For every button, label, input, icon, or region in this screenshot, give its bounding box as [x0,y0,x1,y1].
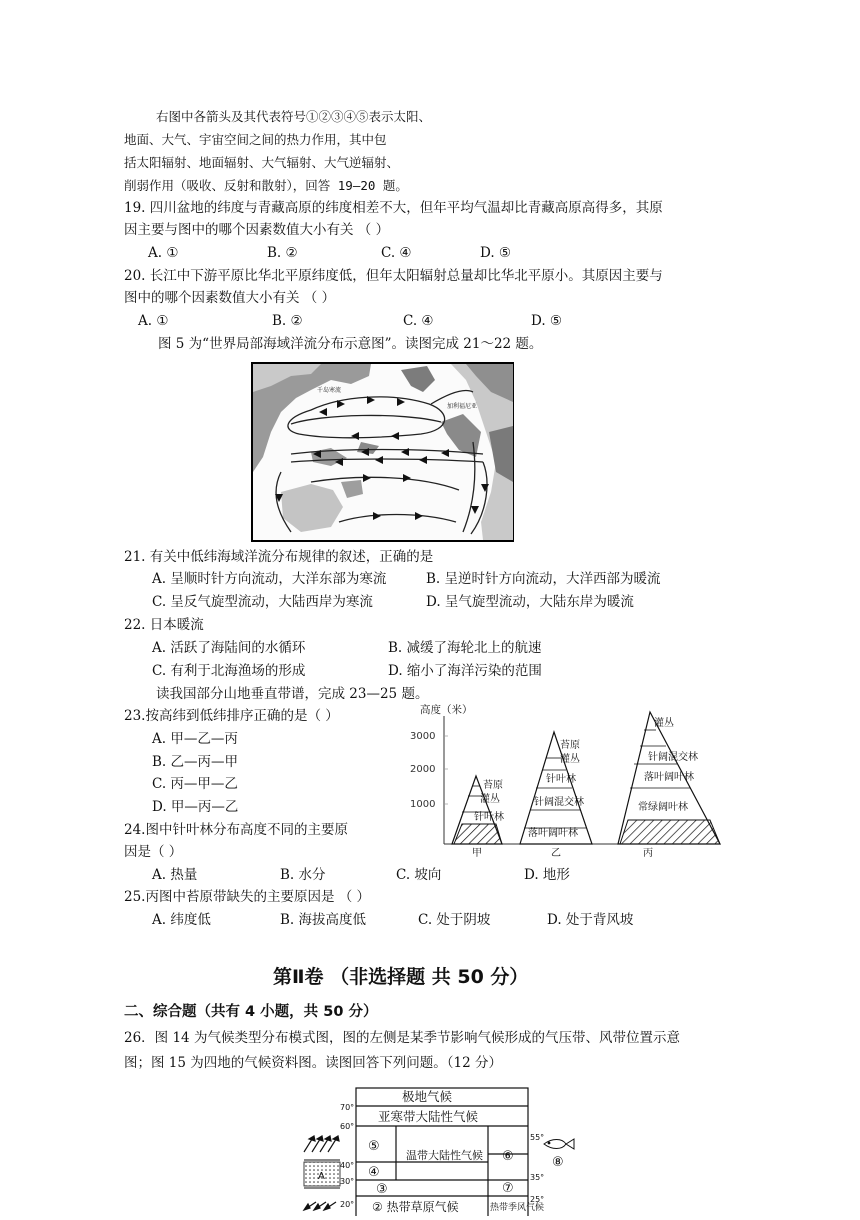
intro-line-3: 括太阳辐射、地面辐射、大气辐射、大气逆辐射、 [124,155,400,170]
y-tick-3000: 3000 [410,731,436,742]
q21-option-b: B. 呈逆时针方向流动，大洋西部为暖流 [426,571,661,587]
bing-zone-deciduous: 落叶阔叶林 [644,772,694,783]
q19-line-2: 因主要与图中的哪个因素数值大小有关 （ ） [124,222,390,238]
q23-option-a: A. 甲—乙—丙 [152,731,238,747]
q26-line-2: 图；图 15 为四地的气候资料图。读图回答下列问题。（12 分） [124,1055,502,1071]
bing-zone-shrub: 灌丛 [654,718,674,729]
mountain-jia [452,776,504,844]
yi-zone-conifer: 针叶林 [546,774,576,785]
climate-type-diagram [300,1084,580,1216]
label-6: ⑥ [502,1149,514,1164]
q24-option-b: B. 水分 [280,867,326,883]
q21-option-d: D. 呈气旋型流动，大陆东岸为暖流 [426,594,634,610]
bing-zone-evergreen: 常绿阔叶林 [638,802,688,813]
y-tick-1000: 1000 [410,799,436,810]
q25-option-b: B. 海拔高度低 [280,912,367,928]
zone-subarctic: 亚寒带大陆性气候 [378,1109,479,1124]
x-label-jia: 甲 [472,848,482,859]
q23-25-intro: 读我国部分山地垂直带谱，完成 23—25 题。 [156,686,429,702]
q25-option-a: A. 纬度低 [152,912,211,928]
y-axis-title: 高度（米） [420,704,473,716]
q24-line-1: 24.图中针叶林分布高度不同的主要原 [124,822,348,838]
q23-option-c: C. 丙—甲—乙 [152,776,238,792]
intro-line-2: 地面、大气、宇宙空间之间的热力作用，其中包 [124,132,387,147]
q22-option-a: A. 活跃了海陆间的水循环 [152,640,306,656]
x-label-yi: 乙 [551,848,561,859]
fish-icon [544,1139,574,1149]
x-label-bing: 丙 [643,848,653,859]
zone-polar: 极地气候 [402,1089,453,1104]
q19-option-d: D. ⑤ [480,245,512,261]
q21-option-c: C. 呈反气旋型流动，大陆西岸为寒流 [152,594,373,610]
yi-zone-mixed: 针阔混交林 [534,797,584,808]
fig5-caption: 图 5 为“世界局部海域洋流分布示意图”。读图完成 21～22 题。 [158,336,543,352]
q24-line-2: 因是（ ） [124,844,183,860]
q19-line-1: 19. 四川盆地的纬度与青藏高原的纬度相差不大，但年平均气温却比青藏高原高得多，其原 [124,200,663,216]
lat-25: 25° [530,1195,545,1204]
q25-stem: 25.丙图中苔原带缺失的主要原因是 （ ） [124,889,371,905]
q22-option-c: C. 有利于北海渔场的形成 [152,663,306,679]
y-tick-2000: 2000 [410,764,436,775]
q20-line-1: 20. 长江中下游平原比华北平原纬度低，但年太阳辐射总量却比华北平原小。其原因主要与 [124,268,663,284]
lat-40: 40° [340,1161,355,1170]
lat-35: 35° [530,1173,545,1182]
q22-stem: 22. 日本暖流 [124,617,204,633]
zone-temperate-continental: 温带大陆性气候 [406,1149,483,1162]
q20-line-2: 图中的哪个因素数值大小有关 （ ） [124,290,336,306]
yi-zone-shrub: 灌丛 [560,754,580,765]
q25-option-c: C. 处于阴坡 [418,912,491,928]
map-label-current-north: 千岛寒流 [317,387,342,394]
mountain-yi [520,732,592,844]
bing-zone-mixed: 针阔混交林 [648,752,698,763]
jia-zone-shrub: 灌丛 [480,794,500,805]
q23-option-d: D. 甲—丙—乙 [152,799,239,815]
q20-option-c: C. ④ [403,313,434,329]
q20-option-b: B. ② [272,313,303,329]
mountain-bing [618,712,720,844]
q20-option-a: A. ① [138,313,169,329]
section-2-subtitle: 二、综合题（共有 4 小题，共 50 分） [124,1004,378,1020]
label-8: ⑧ [552,1155,564,1170]
q19-option-a: A. ① [148,245,179,261]
section-2-title: 第Ⅱ卷 （非选择题 共 50 分） [273,966,529,988]
q19-option-c: C. ④ [381,245,412,261]
ocean-current-map [251,362,514,542]
zone-tropical-monsoon: 热带季风气候 [490,1203,545,1213]
lat-55: 55° [530,1133,545,1142]
intro-line-4: 削弱作用（吸收、反射和散射），回答 19—20 题。 [124,178,408,193]
q22-option-b: B. 减缓了海轮北上的航速 [388,640,542,656]
zone-tropical-grassland: ② 热带草原气候 [372,1200,459,1214]
jia-zone-tundra: 苔原 [483,780,503,791]
yi-zone-deciduous: 落叶阔叶林 [528,828,578,839]
label-a: A [318,1171,325,1182]
label-3: ③ [376,1182,388,1197]
q25-option-d: D. 处于背风坡 [547,912,634,928]
lat-70: 70° [340,1103,355,1112]
lat-30: 30° [340,1177,355,1186]
yi-zone-tundra: 苔原 [560,740,580,751]
lat-60: 60° [340,1122,355,1131]
q22-option-d: D. 缩小了海洋污染的范围 [388,663,542,679]
q21-stem: 21. 有关中低纬海域洋流分布规律的叙述，正确的是 [124,549,434,565]
q21-option-a: A. 呈顺时针方向流动，大洋东部为寒流 [152,571,387,587]
q23-stem: 23.按高纬到低纬排序正确的是（ ） [124,708,339,724]
q19-option-b: B. ② [267,245,298,261]
map-label-current-east: 加利福尼亚 [447,403,478,410]
label-5: ⑤ [368,1139,380,1154]
intro-line-1: 右图中各箭头及其代表符号①②③④⑤表示太阳、 [156,109,432,124]
q24-option-c: C. 坡向 [396,867,442,883]
q24-option-a: A. 热量 [152,867,198,883]
q20-option-d: D. ⑤ [531,313,563,329]
label-7: ⑦ [502,1181,514,1196]
q23-option-b: B. 乙—丙—甲 [152,754,239,770]
lat-20: 20° [340,1200,355,1209]
mountain-zonation-diagram [400,700,730,860]
q24-option-d: D. 地形 [524,867,570,883]
label-4: ④ [368,1165,380,1180]
q26-line-1: 26．图 14 为气候类型分布模式图，图的左侧是某季节影响气候形成的气压带、风带位置示意 [124,1030,680,1046]
jia-zone-conifer: 针叶林 [474,812,504,823]
